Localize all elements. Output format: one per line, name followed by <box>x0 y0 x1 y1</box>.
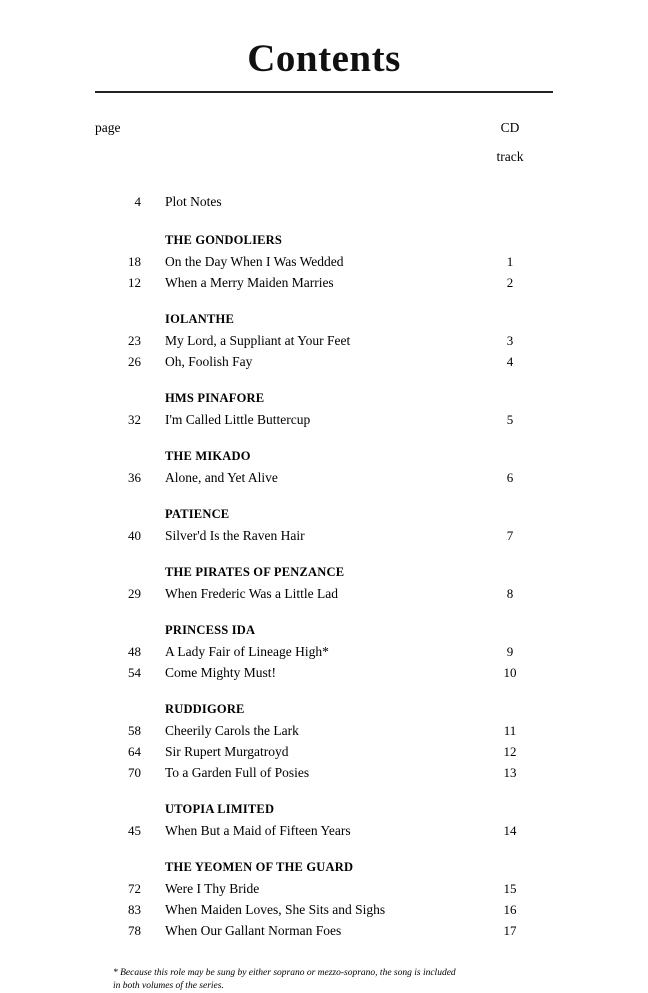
entry-title: When But a Maid of Fifteen Years <box>165 823 351 839</box>
entry-title: When a Merry Maiden Marries <box>165 275 334 291</box>
entry-track: 7 <box>506 528 514 544</box>
entry-track: 12 <box>503 744 517 760</box>
entry-track: 5 <box>506 412 514 428</box>
entry-title: A Lady Fair of Lineage High* <box>165 644 329 660</box>
entry-track: 6 <box>506 470 514 486</box>
title-column-spacer <box>147 119 467 137</box>
group-header <box>95 230 553 251</box>
footnote: * Because this role may be sung by either soprano or mezzo-soprano, the song is included in both volumes of the series. <box>113 968 456 992</box>
group-header <box>95 446 553 467</box>
group-header <box>95 799 553 820</box>
entry-page: 45 <box>128 823 141 839</box>
entry-title: Were I Thy Bride <box>165 881 260 897</box>
list-item <box>95 641 553 662</box>
group-title: HMS PINAFORE <box>165 391 265 406</box>
entry-title: Cheerily Carols the Lark <box>165 723 299 739</box>
entry-title: When Our Gallant Norman Foes <box>165 923 342 939</box>
entry-title: Sir Rupert Murgatroyd <box>165 744 289 760</box>
entry-page: 29 <box>128 586 141 602</box>
entry-title: Plot Notes <box>165 194 222 210</box>
entry-page: 40 <box>128 528 141 544</box>
group-header <box>95 504 553 525</box>
group-title: THE PIRATES OF PENZANCE <box>165 565 345 580</box>
list-item <box>95 899 553 920</box>
group-header <box>95 562 553 583</box>
group-title: THE YEOMEN OF THE GUARD <box>165 860 354 875</box>
list-item <box>95 330 553 351</box>
list-item <box>95 820 553 841</box>
group-title: RUDDIGORE <box>165 702 245 717</box>
entry-title: Alone, and Yet Alive <box>165 470 278 486</box>
entry-page: 64 <box>128 744 141 760</box>
entry-page: 70 <box>128 765 141 781</box>
list-item <box>95 191 553 212</box>
group-header <box>95 309 553 330</box>
entry-page: 83 <box>128 902 141 918</box>
group-title: THE MIKADO <box>165 449 251 464</box>
entry-page: 78 <box>128 923 141 939</box>
entry-track: 16 <box>503 902 517 918</box>
entry-title: Come Mighty Must! <box>165 665 277 681</box>
entry-track: 9 <box>506 644 514 660</box>
entry-title: Silver'd Is the Raven Hair <box>165 528 305 544</box>
entry-page: 26 <box>128 354 141 370</box>
list-item <box>95 467 553 488</box>
entry-page: 48 <box>128 644 141 660</box>
list-item <box>95 662 553 683</box>
list-item <box>95 272 553 293</box>
group-header <box>95 620 553 641</box>
list-item <box>95 762 553 783</box>
list-item <box>95 920 553 941</box>
group-title: THE GONDOLIERS <box>165 233 283 248</box>
list-item <box>95 878 553 899</box>
contents-list <box>95 191 553 941</box>
entry-page: 4 <box>134 194 141 210</box>
group-header <box>95 699 553 720</box>
group-title: UTOPIA LIMITED <box>165 802 275 817</box>
entry-track: 10 <box>503 665 517 681</box>
entry-title: When Maiden Loves, She Sits and Sighs <box>165 902 386 918</box>
track-column-header: track <box>496 149 524 165</box>
entry-track: 3 <box>506 333 514 349</box>
entry-page: 36 <box>128 470 141 486</box>
entry-page: 58 <box>128 723 141 739</box>
entry-track: 15 <box>503 881 517 897</box>
entry-title: I'm Called Little Buttercup <box>165 412 311 428</box>
list-item <box>95 351 553 372</box>
group-header <box>95 388 553 409</box>
entry-track: 11 <box>503 723 517 739</box>
list-item <box>95 251 553 272</box>
group-title: PATIENCE <box>165 507 230 522</box>
entry-track: 14 <box>503 823 517 839</box>
group-title: IOLANTHE <box>165 312 234 327</box>
entry-track: 2 <box>506 275 514 291</box>
group-header <box>95 857 553 878</box>
entry-title: When Frederic Was a Little Lad <box>165 586 338 602</box>
entry-page: 12 <box>128 275 141 291</box>
entry-page: 18 <box>128 254 141 270</box>
list-item <box>95 583 553 604</box>
entry-track: 13 <box>503 765 517 781</box>
entry-title: Oh, Foolish Fay <box>165 354 253 370</box>
entry-track: 8 <box>506 586 514 602</box>
entry-title: My Lord, a Suppliant at Your Feet <box>165 333 351 349</box>
list-item <box>95 720 553 741</box>
entry-track: 4 <box>506 354 514 370</box>
list-item <box>95 525 553 546</box>
entry-track: 17 <box>503 923 517 939</box>
page-column-header: page <box>95 120 121 135</box>
entry-page: 54 <box>128 665 141 681</box>
entry-page: 32 <box>128 412 141 428</box>
entry-title: On the Day When I Was Wedded <box>165 254 344 270</box>
contents-body <box>95 93 553 993</box>
entry-page: 72 <box>128 881 141 897</box>
entry-track: 1 <box>506 254 514 270</box>
column-headers <box>95 119 553 137</box>
entry-title: To a Garden Full of Posies <box>165 765 310 781</box>
cd-column-header: CD <box>500 120 520 135</box>
list-item <box>95 741 553 762</box>
group-title: PRINCESS IDA <box>165 623 256 638</box>
entry-page: 23 <box>128 333 141 349</box>
list-item <box>95 409 553 430</box>
page-title: Contents <box>247 37 401 80</box>
